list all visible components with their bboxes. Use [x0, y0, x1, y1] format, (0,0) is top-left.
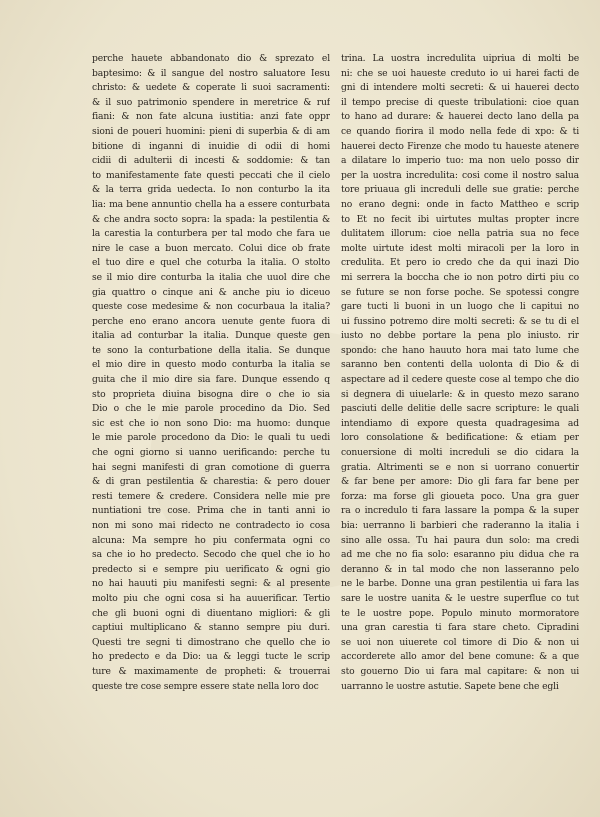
text-line: te le uostre pope. Populo minuto mormoratore — [341, 607, 579, 619]
text-line: to hano ad durare: & hauerei decto lano della pa — [341, 111, 579, 123]
text-line: molto piu che ogni cosa si ha auuerificar. Tertio — [92, 592, 330, 604]
text-line: baptesimo: & il sangue del nostro saluatore Iesu — [92, 67, 330, 79]
text-line: mi serrera la boccha che io non potro dirti piu co — [341, 271, 579, 283]
text-line: loro consolatione & bedificatione: & etiam per — [341, 432, 579, 444]
text-line: hai segni manifesti di gran comotione di guerra — [92, 461, 330, 473]
text-line: perche eno erano ancora uenute gente fuora di — [92, 315, 330, 327]
text-line: ra o incredulo ti fara lassare la pompa & la super — [341, 505, 579, 517]
text-line: el mio dire in questo modo conturba la italia se — [92, 359, 330, 371]
text-line: Dio o che le mie parole procedino da Dio. Sed — [92, 403, 330, 415]
text-line: christo: & uedete & coperate li suoi sacramenti: — [92, 82, 330, 94]
text-line: spondo: che hano hauuto hora mai tato lume che — [341, 344, 579, 356]
text-line: iusto no debbe portare la pena plo iniusto. rir — [341, 330, 579, 342]
text-column-left — [92, 52, 330, 694]
text-line: & il suo patrimonio spendere in meretrice & ruf — [92, 96, 330, 108]
text-line: no hai hauuti piu manifesti segni: & al presente — [92, 578, 330, 590]
text-line: molte uirtute idest molti miracoli per la loro in — [341, 242, 579, 254]
text-column-right — [341, 52, 579, 694]
text-line: ne le barbe. Donne una gran pestilentia ui fara las — [341, 578, 579, 590]
text-line: gare tucti li buoni in un luogo che li capitui no — [341, 301, 579, 313]
text-line: forza: ma forse gli gioueta poco. Una gra guer — [341, 490, 579, 502]
text-line: saranno ben contenti della uolonta di Dio & di — [341, 359, 579, 371]
text-line: che ogni giorno si uanno uerificando: perche tu — [92, 447, 330, 459]
text-line: queste tre cose sempre essere state nella loro doc — [92, 680, 319, 692]
text-line: se il mio dire conturba la italia che uuol dire che — [92, 271, 330, 283]
text-line: bia: uerranno li barbieri che raderanno la italia i — [341, 520, 579, 531]
text-line: ui fussino potremo dire molti secreti: & se tu di el — [341, 315, 579, 327]
text-line: accorderete allo amor del bene comune: & a que — [341, 651, 579, 663]
text-line: uarranno le uostre astutie. Sapete bene che egli — [341, 680, 559, 692]
text-line: & che andra socto sopra: la spada: la pestilentia & — [92, 213, 330, 225]
text-line: Questi tre segni ti dimostrano che quello che io — [92, 636, 330, 648]
text-line: alcuna: Ma sempre ho piu confermata ogni co — [92, 534, 330, 546]
text-line: sto proprieta diuina bisogna dire o che io sia — [92, 388, 330, 400]
text-line: se future se non forse poche. Se spotessi congre — [341, 286, 579, 298]
text-line: to Et no fecit ibi uirtutes multas propter incre — [341, 213, 579, 225]
text-line: queste cose medesime & non cocurbaua la italia? — [92, 301, 330, 313]
text-line: sare le uostre uanita & le uestre superflue co tut — [341, 592, 579, 604]
text-line: sino alle ossa. Tu hai paura dun solo: ma credi — [341, 534, 579, 546]
text-line: sic est che io non sono Dio: ma huomo: dunque — [92, 417, 330, 429]
text-line: guita che il mio dire sia fare. Dunque essendo q — [92, 374, 330, 386]
text-line: no erano degni: onde in facto Mattheo e scrip — [341, 198, 579, 210]
text-line: deranno & in tal modo che non lasseranno pelo — [341, 563, 579, 575]
text-line: captiui multiplicano & stanno sempre piu duri. — [92, 622, 330, 634]
text-line: dulitatem illorum: cioe nella patria sua no fece — [341, 228, 579, 240]
text-line: sa che io ho predecto. Secodo che quel che io ho — [92, 549, 330, 561]
text-line: si degnera di uiuelarle: & in questo mezo sarano — [341, 388, 579, 400]
text-line: hauerei decto Firenze che modo tu haueste atenere — [341, 140, 579, 152]
text-line: non mi sono mai ridecto ne contradecto io cosa — [92, 520, 330, 531]
text-line: una gran carestia ti fara stare cheto. Cipradini — [341, 622, 579, 634]
text-line: el tuo dire e quel che coturba la italia. O stolto — [92, 257, 330, 269]
text-line: bitione di inganni di inuidie di odii di homi — [92, 140, 330, 152]
text-line: credulita. Et pero io credo che da qui inazi Dio — [341, 257, 579, 269]
text-line: ad me che no fia solo: esaranno piu didua che ra — [341, 549, 579, 561]
text-line: lia: ma bene annuntio chella ha a essere conturbata — [92, 198, 330, 210]
text-line: cidii di adulterii di incesti & soddomie: & tan — [92, 155, 330, 167]
text-line: & la terra grida uedecta. Io non conturbo la ita — [92, 184, 330, 196]
text-line: le mie parole procedono da Dio: le quali tu uedi — [92, 432, 330, 444]
text-line: ce quando fiorira il modo nella fede di xpo: & ti — [341, 125, 579, 137]
text-line: & di gran pestilentia & charestia: & pero douer — [92, 476, 330, 488]
text-line: nuntiationi tre cose. Prima che in tanti anni io — [92, 505, 330, 517]
text-line: perche hauete abbandonato dio & sprezato el — [92, 53, 330, 64]
text-line: a dilatare lo imperio tuo: ma non uelo posso dir — [341, 155, 579, 167]
text-line: se uoi non uiuerete col timore di Dio & non ui — [341, 636, 579, 648]
text-line: ni: che se uoi haueste creduto io ui harei facti de — [341, 67, 579, 79]
text-line: gratia. Altrimenti se e non si uorrano conuertir — [341, 461, 579, 473]
text-line: fiani: & non fate alcuna iustitia: anzi fate oppr — [92, 111, 330, 123]
text-line: nire le case a buon mercato. Colui dice ob frate — [92, 242, 330, 254]
text-line: italia ad conturbar la italia. Dunque queste gen — [92, 330, 330, 342]
text-line: ho predecto e da Dio: ua & leggi tucte le scrip — [92, 651, 330, 663]
text-line: sioni de poueri huomini: pieni di superbia & di am — [92, 125, 330, 137]
text-line: conuersione di molti increduli se dio cidara la — [341, 447, 579, 459]
text-line: aspectare ad il cedere queste cose al tempo che dio — [341, 374, 579, 386]
text-line: pasciuti delle delitie delle sacre scripture: le quali — [341, 403, 579, 415]
text-line: intendiamo di expore questa quadragesima ad — [341, 417, 579, 429]
text-line: & far bene per amore: Dio gli fara far bene per — [341, 476, 579, 488]
text-line: il tempo precise di queste tribulationi: cioe quan — [341, 96, 579, 108]
text-line: che gli buoni ogni di diuentano migliori: & gli — [92, 607, 330, 619]
text-line: sto gouerno Dio ui fara mal capitare: & non ui — [341, 665, 579, 677]
text-line: te sono la conturbatione della italia. Se dunque — [92, 344, 330, 356]
text-line: to manifestamente fate questi peccati che il cielo — [92, 169, 330, 181]
text-line: tore priuaua gli increduli delle sue gratie: perche — [341, 184, 579, 196]
text-line: trina. La uostra incredulita uipriua di molti be — [341, 53, 579, 64]
text-line: ture & maximamente de propheti: & trouerrai — [92, 665, 330, 677]
text-line: resti temere & credere. Considera nelle mie pre — [92, 490, 330, 502]
text-line: predecto si e sempre piu uerificato & ogni gio — [92, 563, 330, 575]
text-line: per la uostra incredulita: cosi come il nostro salua — [341, 169, 579, 181]
text-line: gia quattro o cinque ani & anche piu io diceuo — [92, 286, 330, 298]
text-line: la carestia la conturbera per tal modo che fara ue — [92, 228, 330, 240]
text-line: gni di intendere molti secreti: & ui hauerei decto — [341, 82, 579, 94]
